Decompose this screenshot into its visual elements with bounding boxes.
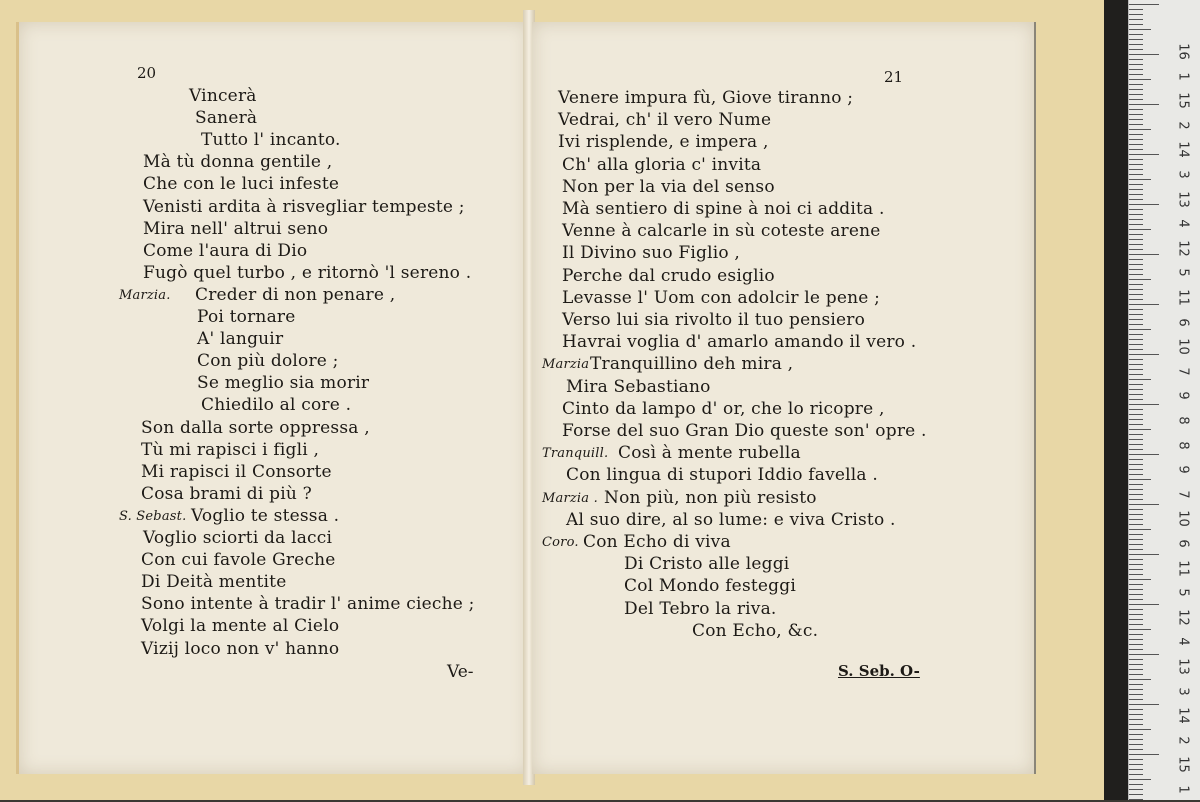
ruler-tick bbox=[1129, 774, 1143, 775]
ruler-tick bbox=[1129, 169, 1143, 170]
ruler-tick bbox=[1129, 209, 1143, 210]
page-number-left: 20 bbox=[137, 64, 157, 82]
ruler-tick bbox=[1129, 384, 1143, 385]
verse-line: Con Echo, &c. bbox=[692, 620, 819, 641]
ruler-tick bbox=[1129, 789, 1143, 790]
ruler-tick bbox=[1129, 489, 1143, 490]
ruler-tick bbox=[1129, 404, 1159, 405]
ruler-tick bbox=[1129, 39, 1143, 40]
ruler-tick bbox=[1129, 289, 1143, 290]
ruler-tick bbox=[1129, 749, 1143, 750]
ruler-tick bbox=[1129, 459, 1143, 460]
ruler-tick bbox=[1129, 54, 1159, 55]
ruler-tick bbox=[1129, 259, 1143, 260]
ruler-tick bbox=[1129, 249, 1143, 250]
ruler-tick bbox=[1129, 499, 1143, 500]
ruler-tick bbox=[1129, 254, 1159, 255]
ruler-tick bbox=[1129, 439, 1143, 440]
ruler-tick bbox=[1129, 689, 1143, 690]
ruler-tick bbox=[1129, 309, 1143, 310]
verse-line: Vizij loco non v' hanno bbox=[141, 638, 340, 659]
verse-line: Cinto da lampo d' or, che lo ricopre , bbox=[562, 398, 885, 419]
verse-line: Con cui favole Greche bbox=[141, 550, 336, 571]
ruler-tick bbox=[1129, 84, 1143, 85]
ruler-tick bbox=[1129, 779, 1151, 780]
verse-line: Volgi la mente al Cielo bbox=[141, 616, 340, 637]
ruler-tick bbox=[1129, 419, 1143, 420]
ruler-number: 10 bbox=[1175, 510, 1191, 528]
ruler-tick bbox=[1129, 654, 1159, 655]
speaker-label: S. Sebast. bbox=[119, 508, 187, 524]
ruler-tick bbox=[1129, 699, 1143, 700]
ruler-tick bbox=[1129, 294, 1143, 295]
ruler-tick bbox=[1129, 729, 1151, 730]
verse-line: Voglio te stessa . bbox=[191, 505, 340, 526]
verse-line: Chiedilo al core . bbox=[201, 395, 352, 416]
verse-line: Con lingua di stupori Iddio favella . bbox=[566, 465, 878, 486]
ruler-tick bbox=[1129, 444, 1143, 445]
ruler-tick bbox=[1129, 104, 1159, 105]
ruler-tick bbox=[1129, 134, 1143, 135]
ruler-number: 11 bbox=[1175, 289, 1191, 306]
ruler-tick bbox=[1129, 609, 1143, 610]
ruler-number: 8 bbox=[1175, 416, 1191, 425]
ruler-number: 12 bbox=[1175, 240, 1191, 257]
ruler-number: 7 bbox=[1175, 490, 1191, 499]
ruler-number: 6 bbox=[1175, 539, 1191, 548]
ruler-tick bbox=[1129, 364, 1143, 365]
ruler-tick bbox=[1129, 529, 1151, 530]
ruler-tick bbox=[1129, 284, 1143, 285]
verse-line: Che con le luci infeste bbox=[143, 174, 340, 195]
verse-line: Fugò quel turbo , e ritornò 'l sereno . bbox=[143, 262, 472, 283]
ruler-tick bbox=[1129, 94, 1143, 95]
ruler-tick bbox=[1129, 204, 1159, 205]
ruler-tick bbox=[1129, 479, 1151, 480]
ruler-tick bbox=[1129, 709, 1143, 710]
ruler-tick bbox=[1129, 464, 1143, 465]
ruler-tick bbox=[1129, 409, 1143, 410]
ruler-number: 2 bbox=[1175, 121, 1191, 130]
ruler-number: 4 bbox=[1175, 219, 1191, 228]
ruler-tick bbox=[1129, 224, 1143, 225]
ruler-tick bbox=[1129, 264, 1143, 265]
ruler-tick bbox=[1129, 69, 1143, 70]
ruler-tick bbox=[1129, 494, 1143, 495]
verse-line: Tranquillino deh mira , bbox=[590, 354, 794, 375]
ruler-number: 6 bbox=[1175, 317, 1191, 327]
ruler-number: 16 bbox=[1175, 43, 1191, 60]
speaker-label: Marzia. bbox=[119, 287, 171, 303]
verse-line: Mà sentiero di spine à noi ci addita . bbox=[562, 199, 885, 219]
ruler-tick bbox=[1129, 649, 1143, 650]
ruler-tick bbox=[1129, 569, 1143, 570]
verse-line: Creder di non penare , bbox=[195, 284, 396, 305]
ruler-tick bbox=[1129, 664, 1143, 665]
ruler-tick bbox=[1129, 159, 1143, 160]
signature-mark: S. Seb. O- bbox=[838, 662, 920, 680]
ruler-tick bbox=[1129, 59, 1143, 60]
ruler-tick bbox=[1129, 394, 1143, 395]
verse-line: Di Cristo alle leggi bbox=[624, 554, 790, 575]
ruler-tick bbox=[1129, 764, 1143, 765]
ruler-tick bbox=[1129, 754, 1159, 755]
ruler-tick bbox=[1129, 299, 1143, 300]
ruler-tick bbox=[1129, 184, 1143, 185]
verse-line: Perche dal crudo esiglio bbox=[562, 265, 775, 286]
verse-line: Levasse l' Uom con adolcir le pene ; bbox=[562, 287, 881, 308]
ruler-tick bbox=[1129, 324, 1143, 325]
ruler-tick bbox=[1129, 89, 1143, 90]
verse-line: Voglio sciorti da lacci bbox=[143, 528, 333, 548]
ruler-tick bbox=[1129, 704, 1159, 705]
ruler-number: 5 bbox=[1175, 588, 1191, 597]
verse-line: Con più dolore ; bbox=[197, 351, 339, 372]
ruler-tick bbox=[1129, 269, 1143, 270]
ruler-number: 10 bbox=[1175, 338, 1191, 355]
ruler-tick bbox=[1129, 669, 1143, 670]
ruler-tick bbox=[1129, 434, 1143, 435]
ruler-tick bbox=[1129, 314, 1143, 315]
verse-line: Sono intente à tradir l' anime cieche ; bbox=[141, 594, 475, 615]
ruler-tick bbox=[1129, 194, 1143, 195]
verse-line: Ivi risplende, e impera , bbox=[558, 132, 769, 153]
ruler-tick bbox=[1129, 524, 1143, 525]
ruler-number: 2 bbox=[1175, 736, 1191, 745]
ruler-tick bbox=[1129, 449, 1143, 450]
verse-line: Di Deità mentite bbox=[141, 572, 287, 593]
ruler-number: 13 bbox=[1175, 190, 1191, 208]
ruler-tick bbox=[1129, 639, 1143, 640]
ruler-tick bbox=[1129, 544, 1143, 545]
ruler-tick bbox=[1129, 519, 1143, 520]
measuring-ruler bbox=[1128, 0, 1200, 800]
verse-line: A' languir bbox=[197, 329, 284, 350]
ruler-tick bbox=[1129, 344, 1143, 345]
ruler-tick bbox=[1129, 744, 1143, 745]
ruler-tick bbox=[1129, 329, 1151, 330]
ruler-number: 5 bbox=[1175, 268, 1191, 278]
ruler-tick bbox=[1129, 369, 1143, 370]
ruler-tick bbox=[1129, 339, 1143, 340]
verse-line: Mi rapisci il Consorte bbox=[141, 461, 332, 482]
ruler-tick bbox=[1129, 319, 1143, 320]
verse-line: Tutto l' incanto. bbox=[201, 130, 341, 151]
ruler-tick bbox=[1129, 604, 1159, 605]
speaker-label: Tranquill. bbox=[542, 446, 609, 462]
ruler-tick bbox=[1129, 469, 1143, 470]
ruler-number: 3 bbox=[1175, 686, 1191, 696]
verse-line: Venisti ardita à risvegliar tempeste ; bbox=[143, 196, 465, 217]
ruler-tick bbox=[1129, 24, 1143, 25]
ruler-number: 7 bbox=[1175, 367, 1191, 376]
ruler-tick bbox=[1129, 644, 1143, 645]
ruler-number: 14 bbox=[1175, 141, 1191, 159]
ruler-tick bbox=[1129, 574, 1143, 575]
ruler-number: 9 bbox=[1175, 391, 1191, 401]
ruler-tick bbox=[1129, 589, 1143, 590]
ruler-tick bbox=[1129, 549, 1143, 550]
ruler-tick bbox=[1129, 219, 1143, 220]
ruler-tick bbox=[1129, 74, 1143, 75]
ruler-tick bbox=[1129, 554, 1159, 555]
verse-line: Del Tebro la riva. bbox=[624, 598, 777, 619]
ruler-tick bbox=[1129, 624, 1143, 625]
ruler-tick bbox=[1129, 429, 1151, 430]
ruler-tick bbox=[1129, 29, 1151, 30]
ruler-number: 15 bbox=[1175, 92, 1191, 109]
ruler-tick bbox=[1129, 214, 1143, 215]
ruler-number: 13 bbox=[1175, 658, 1191, 675]
ruler-tick bbox=[1129, 414, 1143, 415]
ruler-tick bbox=[1129, 349, 1143, 350]
verse-line: Con Echo di viva bbox=[583, 532, 731, 552]
ruler-tick bbox=[1129, 274, 1143, 275]
verse-line: Al suo dire, al so lume: e viva Cristo . bbox=[566, 509, 896, 530]
ruler-tick bbox=[1129, 374, 1143, 375]
ruler-tick bbox=[1129, 124, 1143, 125]
ruler-tick bbox=[1129, 64, 1143, 65]
ruler-number: 15 bbox=[1175, 756, 1191, 774]
ruler-tick bbox=[1129, 79, 1151, 80]
ruler-tick bbox=[1129, 734, 1143, 735]
ruler-tick bbox=[1129, 119, 1143, 120]
ruler-tick bbox=[1129, 244, 1143, 245]
ruler-tick bbox=[1129, 154, 1159, 155]
verse-line: Poi tornare bbox=[197, 307, 296, 327]
verse-line: Non più, non più resisto bbox=[604, 487, 817, 508]
verse-line: Sanerà bbox=[195, 108, 258, 129]
ruler-tick bbox=[1129, 794, 1143, 795]
verse-line: Venere impura fù, Giove tiranno ; bbox=[558, 88, 854, 108]
left-page bbox=[16, 22, 529, 774]
ruler-tick bbox=[1129, 99, 1143, 100]
ruler-tick bbox=[1129, 279, 1151, 280]
ruler-number: 9 bbox=[1175, 465, 1191, 474]
catchword: Ve- bbox=[447, 662, 474, 682]
ruler-tick bbox=[1129, 584, 1143, 585]
ruler-tick bbox=[1129, 174, 1143, 175]
speaker-label: Marzia bbox=[542, 357, 590, 373]
ruler-tick bbox=[1129, 144, 1143, 145]
speaker-label: Marzia . bbox=[542, 490, 598, 506]
ruler-tick bbox=[1129, 139, 1143, 140]
verse-line: Forse del suo Gran Dio queste son' opre . bbox=[562, 421, 927, 441]
verse-line: Cosa brami di più ? bbox=[141, 483, 312, 504]
verse-line: Se meglio sia morir bbox=[197, 373, 370, 394]
ruler-tick bbox=[1129, 304, 1159, 305]
ruler-number: 12 bbox=[1175, 609, 1191, 626]
ruler-tick bbox=[1129, 239, 1143, 240]
ruler-number: 14 bbox=[1175, 707, 1191, 724]
ruler-tick bbox=[1129, 359, 1143, 360]
verse-line: Il Divino suo Figlio , bbox=[562, 243, 740, 264]
right-page bbox=[532, 22, 1036, 774]
ruler-tick bbox=[1129, 164, 1143, 165]
ruler-number: 11 bbox=[1175, 559, 1191, 577]
verse-line: Vedrai, ch' il vero Nume bbox=[558, 110, 772, 131]
ruler-tick bbox=[1129, 784, 1143, 785]
ruler-tick bbox=[1129, 599, 1143, 600]
ruler-tick bbox=[1129, 389, 1143, 390]
ruler-tick bbox=[1129, 474, 1143, 475]
ruler-tick bbox=[1129, 49, 1143, 50]
ruler-tick bbox=[1129, 129, 1151, 130]
ruler-tick bbox=[1129, 629, 1151, 630]
ruler-tick bbox=[1129, 534, 1143, 535]
verse-line: Son dalla sorte oppressa , bbox=[141, 417, 370, 438]
ruler-tick bbox=[1129, 769, 1143, 770]
ruler-tick bbox=[1129, 179, 1151, 180]
ruler-number: 1 bbox=[1175, 785, 1191, 794]
dark-strip bbox=[1104, 0, 1128, 800]
ruler-tick bbox=[1129, 509, 1143, 510]
verse-line: Così à mente rubella bbox=[618, 443, 801, 464]
ruler-tick bbox=[1129, 759, 1143, 760]
verse-line: Tù mi rapisci i figli , bbox=[141, 439, 320, 460]
ruler-tick bbox=[1129, 19, 1143, 20]
ruler-tick bbox=[1129, 724, 1143, 725]
page-number-right: 21 bbox=[884, 68, 904, 86]
ruler-tick bbox=[1129, 399, 1143, 400]
ruler-tick bbox=[1129, 684, 1143, 685]
ruler-number: 1 bbox=[1175, 71, 1191, 81]
ruler-tick bbox=[1129, 619, 1143, 620]
verse-line: Mà tù donna gentile , bbox=[143, 152, 333, 173]
verse-line: Come l'aura di Dio bbox=[143, 240, 308, 261]
ruler-tick bbox=[1129, 659, 1143, 660]
verse-line: Mira Sebastiano bbox=[566, 376, 711, 397]
verse-line: Vincerà bbox=[189, 86, 257, 106]
ruler-number: 3 bbox=[1175, 170, 1191, 179]
ruler-tick bbox=[1129, 334, 1143, 335]
ruler-tick bbox=[1129, 189, 1143, 190]
ruler-tick bbox=[1129, 719, 1143, 720]
verse-line: Havrai voglia d' amarlo amando il vero . bbox=[562, 332, 917, 353]
verse-line: Col Mondo festeggi bbox=[624, 576, 796, 597]
ruler-tick bbox=[1129, 564, 1143, 565]
ruler-tick bbox=[1129, 354, 1159, 355]
ruler-number: 4 bbox=[1175, 637, 1191, 647]
ruler-tick bbox=[1129, 594, 1143, 595]
ruler-tick bbox=[1129, 229, 1151, 230]
ruler-tick bbox=[1129, 539, 1143, 540]
verse-line: Venne à calcarle in sù coteste arene bbox=[562, 221, 881, 242]
ruler-tick bbox=[1129, 9, 1143, 10]
ruler-tick bbox=[1129, 559, 1143, 560]
ruler-tick bbox=[1129, 679, 1151, 680]
ruler-tick bbox=[1129, 614, 1143, 615]
ruler-tick bbox=[1129, 109, 1143, 110]
ruler-tick bbox=[1129, 379, 1151, 380]
ruler-tick bbox=[1129, 714, 1143, 715]
ruler-tick bbox=[1129, 149, 1143, 150]
ruler-tick bbox=[1129, 454, 1159, 455]
ruler-tick bbox=[1129, 674, 1143, 675]
ruler-tick bbox=[1129, 504, 1159, 505]
verse-line: Mira nell' altrui seno bbox=[143, 218, 329, 239]
ruler-tick bbox=[1129, 34, 1143, 35]
ruler-tick bbox=[1129, 739, 1143, 740]
ruler-tick bbox=[1129, 579, 1151, 580]
ruler-tick bbox=[1129, 114, 1143, 115]
ruler-tick bbox=[1129, 514, 1143, 515]
speaker-label: Coro. bbox=[542, 535, 579, 550]
ruler-tick bbox=[1129, 484, 1143, 485]
ruler-tick bbox=[1129, 44, 1143, 45]
verse-line: Verso lui sia rivolto il tuo pensiero bbox=[562, 310, 866, 330]
ruler-tick bbox=[1129, 14, 1143, 15]
ruler-number: 8 bbox=[1175, 440, 1191, 450]
ruler-tick bbox=[1129, 424, 1143, 425]
ruler-tick bbox=[1129, 634, 1143, 635]
ruler-tick bbox=[1129, 694, 1143, 695]
ruler-tick bbox=[1129, 4, 1159, 5]
verse-line: Ch' alla gloria c' invita bbox=[562, 154, 762, 175]
verse-line: Non per la via del senso bbox=[562, 176, 775, 197]
ruler-tick bbox=[1129, 199, 1143, 200]
ruler-tick bbox=[1129, 234, 1143, 235]
